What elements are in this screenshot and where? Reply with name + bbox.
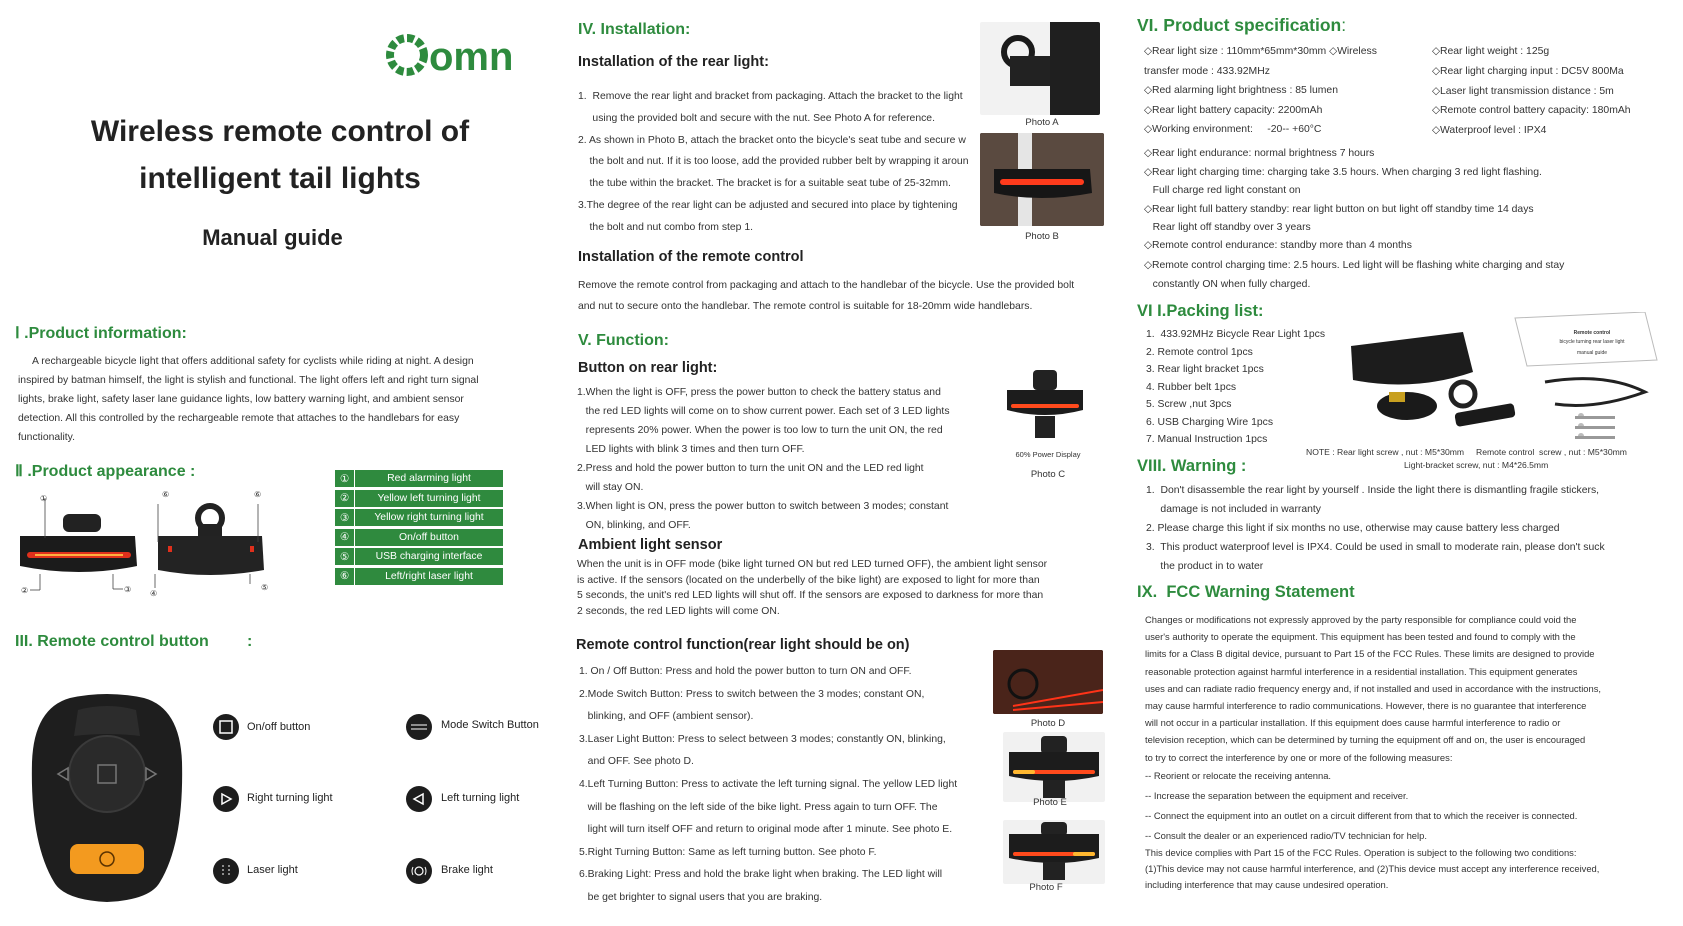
- photo-e: [1003, 732, 1105, 802]
- spec-heading-colon: :: [1341, 15, 1347, 35]
- ambient-line: 2 seconds, the red LED lights will come ON.: [577, 605, 780, 617]
- button-rear-line: the red LED lights will come on to show current power. Each set of 3 LED lights: [577, 406, 950, 417]
- remote-install-heading: Installation of the remote control: [578, 249, 804, 265]
- photo-d-caption: Photo D: [1030, 718, 1066, 729]
- fcc-line: may cause harmful interference to radio communications. However, there is no guarantee that interference: [1145, 700, 1587, 712]
- remote-function-line: will be flashing on the left side of the bike light. Press again to turn OFF. The: [579, 801, 938, 813]
- packing-item: 1. 433.92MHz Bicycle Rear Light 1pcs: [1146, 329, 1326, 340]
- fcc-line: (1)This device may not cause harmful interference, and (2)This device must accept any interference received,: [1145, 862, 1600, 874]
- spec-line: ◇Laser light transmission distance : 5m: [1432, 85, 1614, 97]
- parts-legend-row: [335, 529, 503, 546]
- doc-title-line2: intelligent tail lights: [139, 162, 421, 195]
- button-rear-line: 3.When light is ON, press the power button to switch between 3 modes; constant: [577, 501, 949, 512]
- photo-d: [993, 650, 1103, 714]
- button-rear-line: represents 20% power. When the power is too low to turn the unit ON, the red: [577, 425, 943, 436]
- photo-a: [980, 22, 1100, 115]
- parts-num: ⑥: [335, 568, 355, 585]
- spec-line: ◇Rear light battery capacity: 2200mAh: [1144, 104, 1323, 116]
- button-rear-body: [577, 383, 950, 535]
- btn-left-turn-icon: [406, 786, 432, 812]
- callout-4: ④: [150, 589, 158, 598]
- packing-item: 2. Remote control 1pcs: [1146, 346, 1253, 358]
- fcc-line: will not occur in a particular installation. If this equipment does cause harmful interference to radio or: [1145, 717, 1561, 729]
- manual-cover-line: bicycle turning rear laser light: [1559, 339, 1625, 345]
- button-rear-line: 2.Press and hold the power button to turn the unit ON and the LED red light: [577, 463, 924, 474]
- spec-line: ◇Remote control battery capacity: 180mAh: [1432, 105, 1631, 117]
- spec-left-column: [1144, 42, 1377, 140]
- fcc-line: -- Consult the dealer or an experienced radio/TV technician for help.: [1145, 829, 1427, 841]
- warning-list: [1146, 481, 1605, 576]
- fcc-line: Changes or modifications not expressly approved by the party responsible for compliance could void the: [1145, 614, 1577, 625]
- remote-function-line: be get brighter to signal users that you are braking.: [579, 891, 823, 903]
- ambient-heading: Ambient light sensor: [578, 537, 723, 553]
- fcc-line: limits for a Class B digital device, pursuant to Part 15 of the FCC Rules. These limits are designed to provide: [1145, 648, 1595, 660]
- product-info-line: inspired by batman himself, the light is stylish and functional. The light offers left and right turn signal: [18, 375, 479, 386]
- packing-item: 6. USB Charging Wire 1pcs: [1146, 416, 1274, 428]
- spec-line: ◇Rear light charging input : DC5V 800Ma: [1432, 65, 1624, 77]
- spec-line: ◇Rear light weight : 125g: [1432, 46, 1550, 57]
- spec-line: ◇Rear light full battery standby: rear light button on but light off standby time 14 days: [1144, 204, 1534, 215]
- spec-line: transfer mode : 433.92MHz: [1144, 65, 1270, 77]
- remote-install-body: [578, 275, 1074, 317]
- btn-brake-icon: [406, 858, 432, 884]
- remote-control-image: [30, 692, 185, 904]
- remote-function-line: 3.Laser Light Button: Press to select between 3 modes; constantly ON, blinking,: [579, 733, 946, 745]
- packing-contents-image: [1345, 312, 1660, 442]
- rear-install-line: 1. Remove the rear light and bracket from packaging. Attach the bracket to the light: [578, 91, 963, 102]
- warning-item: the product in to water: [1146, 561, 1264, 572]
- spec-line: ◇Working environment: -20-- +60°C: [1144, 124, 1322, 135]
- parts-num: ④: [335, 529, 355, 546]
- parts-label: Yellow right turning light: [374, 512, 484, 523]
- parts-label: Left/right laser light: [385, 570, 473, 582]
- fcc-line: reasonable protection against harmful interference in a residential installation. This equipment generates: [1145, 665, 1578, 677]
- doc-subtitle: Manual guide: [202, 225, 343, 250]
- remote-buttons-heading-colon: :: [247, 633, 253, 650]
- remote-install-line: Remove the remote control from packaging and attach to the handlebar of the bicycle. Use the provided bolt: [578, 280, 1075, 291]
- fcc-line: -- Connect the equipment into an outlet on a circuit different from that to which the receiver is connected.: [1145, 809, 1578, 821]
- fcc-line: television reception, which can be determined by turning the equipment off and on, the user is encouraged: [1145, 734, 1586, 746]
- parts-num: ①: [335, 470, 355, 487]
- parts-label: USB charging interface: [375, 551, 483, 562]
- fcc-line: This device complies with Part 15 of the FCC Rules. Operation is subject to the following two conditions:: [1145, 846, 1577, 858]
- photo-f-caption: Photo F: [1029, 882, 1063, 893]
- packing-note-2: Light-bracket screw, nut : M4*26.5mm: [1404, 460, 1549, 470]
- rear-install-line: using the provided bolt and secure with the nut. See Photo A for reference.: [578, 112, 935, 124]
- remote-function-line: 2.Mode Switch Button: Press to switch between the 3 modes; constant ON,: [579, 688, 925, 700]
- rear-install-line: 2. As shown in Photo B, attach the bracket onto the bicycle's seat tube and secure w: [578, 134, 966, 146]
- warning-item: 3. This product waterproof level is IPX4. Could be used in small to moderate rain, please don't suck: [1146, 542, 1605, 553]
- parts-legend-table: [335, 470, 503, 587]
- product-info-line: A rechargeable bicycle light that offers additional safety for cyclists while riding at night. A design: [32, 356, 474, 367]
- ambient-body: [577, 557, 1047, 619]
- spec-line: ◇Rear light size : 110mm*65mm*30mm ◇Wireless: [1144, 46, 1377, 57]
- spec-line: ◇Remote control endurance: standby more than 4 months: [1144, 240, 1412, 251]
- product-info-body: [18, 352, 479, 447]
- fcc-line: including interference that may cause undesired operation.: [1145, 878, 1389, 890]
- btn-mode-label: Mode Switch Button: [441, 719, 539, 731]
- packing-note: NOTE : Rear light screw , nut : M5*30mm Remote control screw , nut : M5*30mm: [1306, 447, 1627, 457]
- remote-function-line: 5.Right Turning Button: Same as left turning button. See photo F.: [579, 846, 877, 858]
- callout-5: ⑤: [261, 583, 269, 592]
- photo-f: [1003, 820, 1105, 884]
- manual-cover-line: Remote control: [1573, 330, 1611, 336]
- button-rear-line: LED lights with blink 3 times and then turn OFF.: [577, 444, 805, 455]
- callout-2: ②: [21, 586, 29, 595]
- packing-item: 7. Manual Instruction 1pcs: [1146, 434, 1268, 445]
- parts-label: Red alarming light: [387, 473, 471, 484]
- photo-c: [1005, 370, 1085, 442]
- logo-text: omni: [429, 35, 515, 78]
- product-info-line: functionality.: [18, 432, 75, 443]
- ambient-line: is active. If the sensors (located on the underbelly of the bike light) are exposed to light for more than: [577, 574, 1040, 586]
- btn-mode-icon: [406, 714, 432, 740]
- btn-right-turn-icon: [213, 786, 239, 812]
- warning-item: damage is not included in warranty: [1146, 504, 1322, 515]
- photo-e-caption: Photo E: [1033, 797, 1067, 808]
- warning-heading: VIII. Warning :: [1137, 457, 1247, 475]
- parts-label: On/off button: [399, 531, 459, 543]
- brand-logo: [385, 30, 515, 78]
- tail-light-front-image: [15, 490, 145, 600]
- photo-b-caption: Photo B: [1025, 231, 1059, 242]
- callout-6-right: ⑥: [254, 490, 262, 499]
- rear-install-heading: Installation of the rear light:: [578, 54, 769, 70]
- remote-function-line: and OFF. See photo D.: [579, 756, 694, 768]
- remote-buttons-heading: III. Remote control button: [15, 633, 209, 650]
- fcc-line: -- Increase the separation between the equipment and receiver.: [1145, 789, 1409, 801]
- product-info-line: detection. All this controlled by the rechargeable remote that attaches to the handlebars for easy: [18, 413, 460, 424]
- warning-item: 1. Don't disassemble the rear light by yourself . Inside the light there is dismantling fragile stickers,: [1146, 485, 1600, 496]
- photo-a-caption: Photo A: [1025, 117, 1059, 128]
- spec-line: ◇Rear light endurance: normal brightness 7 hours: [1144, 148, 1375, 159]
- power-display-caption: 60% Power Display: [1015, 450, 1081, 459]
- btn-onoff-icon: [213, 714, 239, 740]
- parts-num: ③: [335, 509, 355, 526]
- manual-cover-line: manual guide: [1576, 350, 1608, 356]
- btn-laser-label: Laser light: [247, 864, 298, 876]
- fcc-line: to try to correct the interference by one or more of the following measures:: [1145, 751, 1453, 763]
- spec-line: ◇Rear light charging time: charging take 3.5 hours. When charging 3 red light flashing.: [1144, 167, 1542, 178]
- parts-num: ⑤: [335, 548, 355, 565]
- product-info-heading: Ⅰ .Product information:: [15, 325, 187, 342]
- product-appearance-heading: Ⅱ .Product appearance :: [15, 463, 196, 480]
- function-heading: V. Function:: [578, 332, 669, 349]
- callout-1: ①: [40, 494, 48, 503]
- fcc-line: uses and can radiate radio frequency energy and, if not installed and used in accordance with the instructions,: [1145, 682, 1602, 694]
- parts-legend-row: [335, 470, 503, 487]
- packing-heading: VI I.Packing list:: [1137, 302, 1264, 320]
- btn-left-turn-label: Left turning light: [441, 792, 520, 804]
- button-rear-line: will stay ON.: [577, 482, 644, 493]
- rear-install-line: the bolt and nut. If it is too loose, add the provided rubber belt by wrapping it aroun: [578, 156, 969, 168]
- callout-6-left: ⑥: [162, 490, 170, 499]
- spec-line: Rear light off standby over 3 years: [1144, 222, 1311, 233]
- button-rear-line: ON, blinking, and OFF.: [577, 520, 691, 531]
- manual-cover-text: [1537, 330, 1647, 356]
- remote-function-line: 4.Left Turning Button: Press to activate the left turning signal. The yellow LED light: [579, 778, 958, 790]
- installation-heading: IV. Installation:: [578, 21, 691, 38]
- spec-heading: [1137, 15, 1346, 36]
- parts-legend-row: [335, 548, 503, 565]
- packing-item: 4. Rubber belt 1pcs: [1146, 381, 1237, 393]
- spec-heading-num: VI.: [1137, 15, 1159, 35]
- fcc-heading: IX. FCC Warning Statement: [1137, 583, 1355, 601]
- photo-b: [980, 133, 1104, 226]
- spec-line: ◇Waterproof level : IPX4: [1432, 125, 1547, 137]
- btn-onoff-label: On/off button: [247, 721, 311, 733]
- ambient-line: 5 seconds, the unit's red LED lights will shut off. If the sensors are exposed to darkness for more than: [577, 590, 1044, 601]
- btn-brake-label: Brake light: [441, 864, 493, 876]
- button-rear-line: 1.When the light is OFF, press the power button to check the battery status and: [577, 387, 941, 398]
- remote-function-line: blinking, and OFF (ambient sensor).: [579, 711, 754, 723]
- callout-3: ③: [124, 585, 132, 594]
- remote-install-line: and nut to secure onto the handlebar. The remote control is suitable for 18-20mm wide handlebars.: [578, 301, 1033, 312]
- doc-title-line1: Wireless remote control of: [90, 115, 470, 148]
- spec-line: constantly ON when fully charged.: [1144, 279, 1311, 290]
- photo-c-caption: Photo C: [1030, 469, 1066, 480]
- spec-line: ◇Remote control charging time: 2.5 hours. Led light will be flashing white charging and stay: [1144, 260, 1565, 271]
- packing-list: [1146, 326, 1325, 449]
- parts-legend-row: [335, 568, 503, 585]
- rear-install-line: the bolt and nut combo from step 1.: [578, 221, 754, 233]
- spec-line: ◇Red alarming light brightness : 85 lumen: [1144, 85, 1338, 96]
- parts-label: Yellow left turning light: [377, 492, 481, 504]
- warning-item: 2. Please charge this light if six months no use, otherwise may cause battery less charged: [1146, 523, 1560, 534]
- fcc-body: [1145, 611, 1601, 893]
- fcc-line: user's authority to operate the equipment. This equipment has been tested and found to comply with the: [1145, 631, 1576, 643]
- product-info-line: lights, brake light, safety laser lane guidance lights, low battery warning light, and ambient sensor: [18, 394, 464, 405]
- remote-function-body: [579, 661, 957, 910]
- ambient-line: When the unit is in OFF mode (bike light turned ON but red LED turned OFF), the ambient light sensor: [577, 559, 1048, 570]
- fcc-line: -- Reorient or relocate the receiving antenna.: [1145, 769, 1332, 781]
- remote-function-line: 6.Braking Light: Press and hold the brake light when braking. The LED light will: [579, 869, 943, 881]
- remote-function-heading: Remote control function(rear light should be on): [576, 637, 910, 653]
- spec-heading-text: Product specification: [1163, 15, 1342, 35]
- parts-legend-row: [335, 509, 503, 526]
- packing-item: 5. Screw ,nut 3pcs: [1146, 399, 1232, 410]
- parts-legend-row: [335, 490, 503, 507]
- rear-install-line: the tube within the bracket. The bracket is for a suitable seat tube of 25-32mm.: [578, 178, 951, 190]
- spec-full-column: [1144, 144, 1564, 293]
- rear-install-body: [578, 86, 980, 239]
- btn-right-turn-label: Right turning light: [247, 792, 333, 804]
- rear-install-line: 3.The degree of the rear light can be adjusted and secured into place by tightening: [578, 199, 958, 211]
- btn-laser-icon: [213, 858, 239, 884]
- spec-right-column: [1432, 42, 1631, 141]
- spec-line: Full charge red light constant on: [1144, 185, 1301, 196]
- remote-function-line: 1. On / Off Button: Press and hold the power button to turn ON and OFF.: [579, 666, 912, 677]
- parts-num: ②: [335, 490, 355, 507]
- packing-item: 3. Rear light bracket 1pcs: [1146, 364, 1264, 375]
- remote-function-line: light will turn itself OFF and return to original mode after 1 minute. See photo E.: [579, 824, 953, 836]
- tail-light-back-image: [150, 490, 275, 600]
- button-rear-heading: Button on rear light:: [578, 360, 718, 376]
